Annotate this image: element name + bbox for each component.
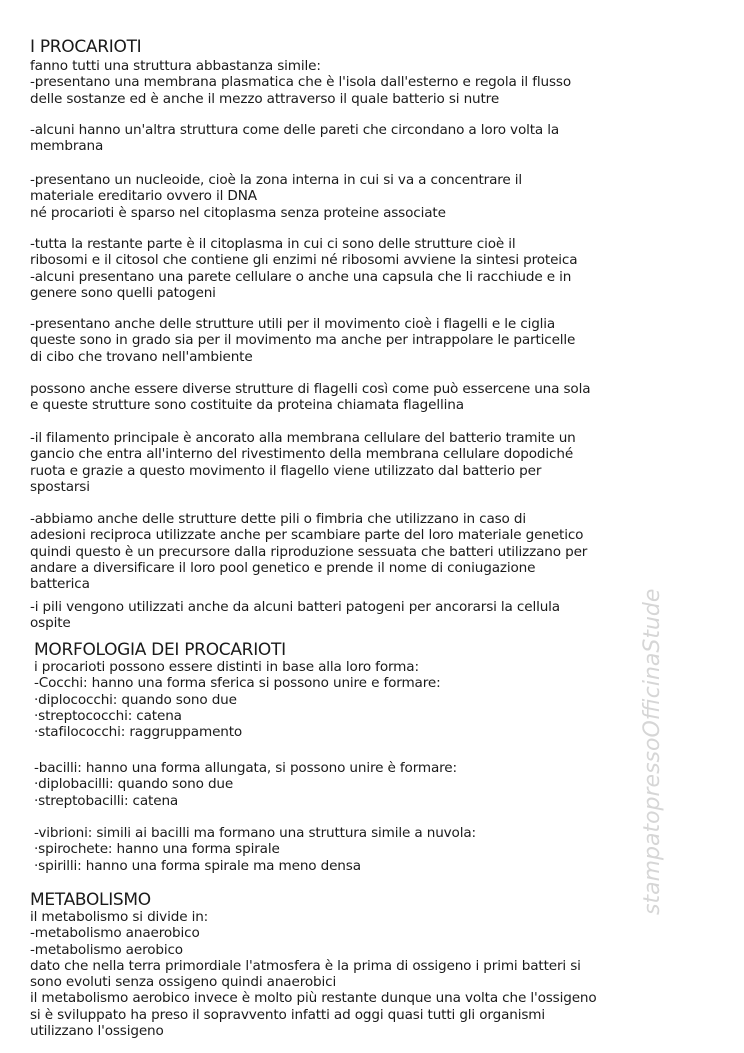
text-line: queste sono in grado sia per il movimento ma anche per intrappolare le particelle	[30, 332, 576, 349]
text-line: il metabolismo si divide in:	[30, 909, 209, 925]
text-line: i procarioti possono essere distinti in base alla loro forma:	[34, 659, 419, 675]
text-line: andare a diversificare il loro pool genetico e prende il nome di coniugazione	[30, 559, 536, 576]
watermark: stampatopressoOfficinaStude	[640, 588, 665, 915]
text-line: si è sviluppato ha preso il sopravvento infatti ad oggi quasi tutti gli organismi	[30, 1006, 545, 1023]
paragraph	[30, 122, 724, 155]
text-line: né procarioti è sparso nel citoplasma senza proteine associate	[30, 204, 446, 221]
paragraph	[34, 825, 724, 874]
text-line: -presentano una membrana plasmatica che è l'isola dall'esterno e regola il flusso	[30, 74, 571, 91]
text-line: di cibo che trovano nell'ambiente	[30, 348, 253, 365]
text-line: ospite	[30, 615, 71, 632]
text-line: spostarsi	[30, 478, 90, 495]
text-line: e queste strutture sono costituite da proteina chiamata flagellina	[30, 397, 464, 414]
text-line: materiale ereditario ovvero il DNA	[30, 188, 257, 205]
paragraph	[34, 659, 724, 740]
section-heading: METABOLISMO	[30, 890, 151, 910]
text-line: quindi questo è un precursore dalla riproduzione sessuata che batteri utilizzano per	[30, 543, 588, 560]
text-line: sono evoluti senza ossigeno quindi anaerobici	[30, 974, 337, 991]
text-line: ·diplobacilli: quando sono due	[34, 776, 234, 793]
paragraph	[30, 58, 724, 107]
text-line: ·diplococchi: quando sono due	[34, 691, 237, 708]
text-line: genere sono quelli patogeni	[30, 284, 216, 301]
text-line: il metabolismo aerobico invece è molto più restante dunque una volta che l'ossigeno	[30, 990, 597, 1007]
paragraph	[30, 430, 724, 495]
text-line: gancio che entra all'interno del rivestimento della membrana cellulare dopodiché	[30, 446, 574, 463]
text-line: ·streptococchi: catena	[34, 707, 182, 724]
paragraph	[34, 760, 724, 809]
text-line: -Cocchi: hanno una forma sferica si possono unire e formare:	[34, 675, 441, 692]
text-line: ·streptobacilli: catena	[34, 792, 179, 809]
text-line: ·spirilli: hanno una forma spirale ma meno densa	[34, 857, 361, 874]
paragraph	[30, 381, 724, 414]
paragraph	[30, 909, 724, 1039]
text-line: utilizzano l'ossigeno	[30, 1023, 164, 1040]
paragraph	[30, 316, 724, 365]
text-line: -metabolismo aerobico	[30, 941, 183, 958]
text-line: delle sostanze ed è anche il mezzo attraverso il quale batterio si nutre	[30, 90, 500, 107]
text-line: ·spirochete: hanno una forma spirale	[34, 841, 280, 858]
text-line: adesioni reciproca utilizzate anche per scambiare parte del loro materiale genetico	[30, 527, 584, 544]
text-line: -vibrioni: simili ai bacilli ma formano una struttura simile a nuvola:	[34, 825, 476, 841]
text-line: -presentano anche delle strutture utili per il movimento cioè i flagelli e le ciglia	[30, 316, 556, 332]
text-line: -il filamento principale è ancorato alla membrana cellulare del batterio tramite un	[30, 430, 576, 446]
paragraph	[30, 511, 724, 592]
text-line: ·stafilococchi: raggruppamento	[34, 724, 243, 741]
text-line: -metabolismo anaerobico	[30, 925, 200, 942]
section-heading: I PROCARIOTI	[30, 37, 142, 57]
text-line: fanno tutti una struttura abbastanza simile:	[30, 58, 321, 74]
text-line: dato che nella terra primordiale l'atmosfera è la prima di ossigeno i primi batteri si	[30, 957, 581, 974]
paragraph	[30, 172, 724, 221]
text-line: batterica	[30, 576, 90, 593]
text-line: ruota e grazie a questo movimento il flagello viene utilizzato dal batterio per	[30, 462, 542, 479]
text-line: -i pili vengono utilizzati anche da alcuni batteri patogeni per ancorarsi la cellula	[30, 599, 560, 615]
text-line: ribosomi e il citosol che contiene gli enzimi né ribosomi avviene la sintesi proteica	[30, 252, 578, 269]
text-line: membrana	[30, 138, 104, 155]
text-line: -alcuni presentano una parete cellulare o anche una capsula che li racchiude e in	[30, 268, 572, 285]
text-line: -alcuni hanno un'altra struttura come delle pareti che circondano a loro volta la	[30, 122, 560, 138]
text-line: -abbiamo anche delle strutture dette pili o fimbria che utilizzano in caso di	[30, 511, 526, 527]
section-heading: MORFOLOGIA DEI PROCARIOTI	[34, 640, 286, 660]
text-line: -tutta la restante parte è il citoplasma in cui ci sono delle strutture cioè il	[30, 236, 516, 252]
text-line: -presentano un nucleoide, cioè la zona interna in cui si va a concentrare il	[30, 172, 523, 188]
paragraph	[30, 236, 724, 301]
text-line: possono anche essere diverse strutture di flagelli così come può essercene una sola	[30, 381, 591, 397]
text-line: -bacilli: hanno una forma allungata, si possono unire è formare:	[34, 760, 457, 776]
paragraph	[30, 599, 724, 632]
